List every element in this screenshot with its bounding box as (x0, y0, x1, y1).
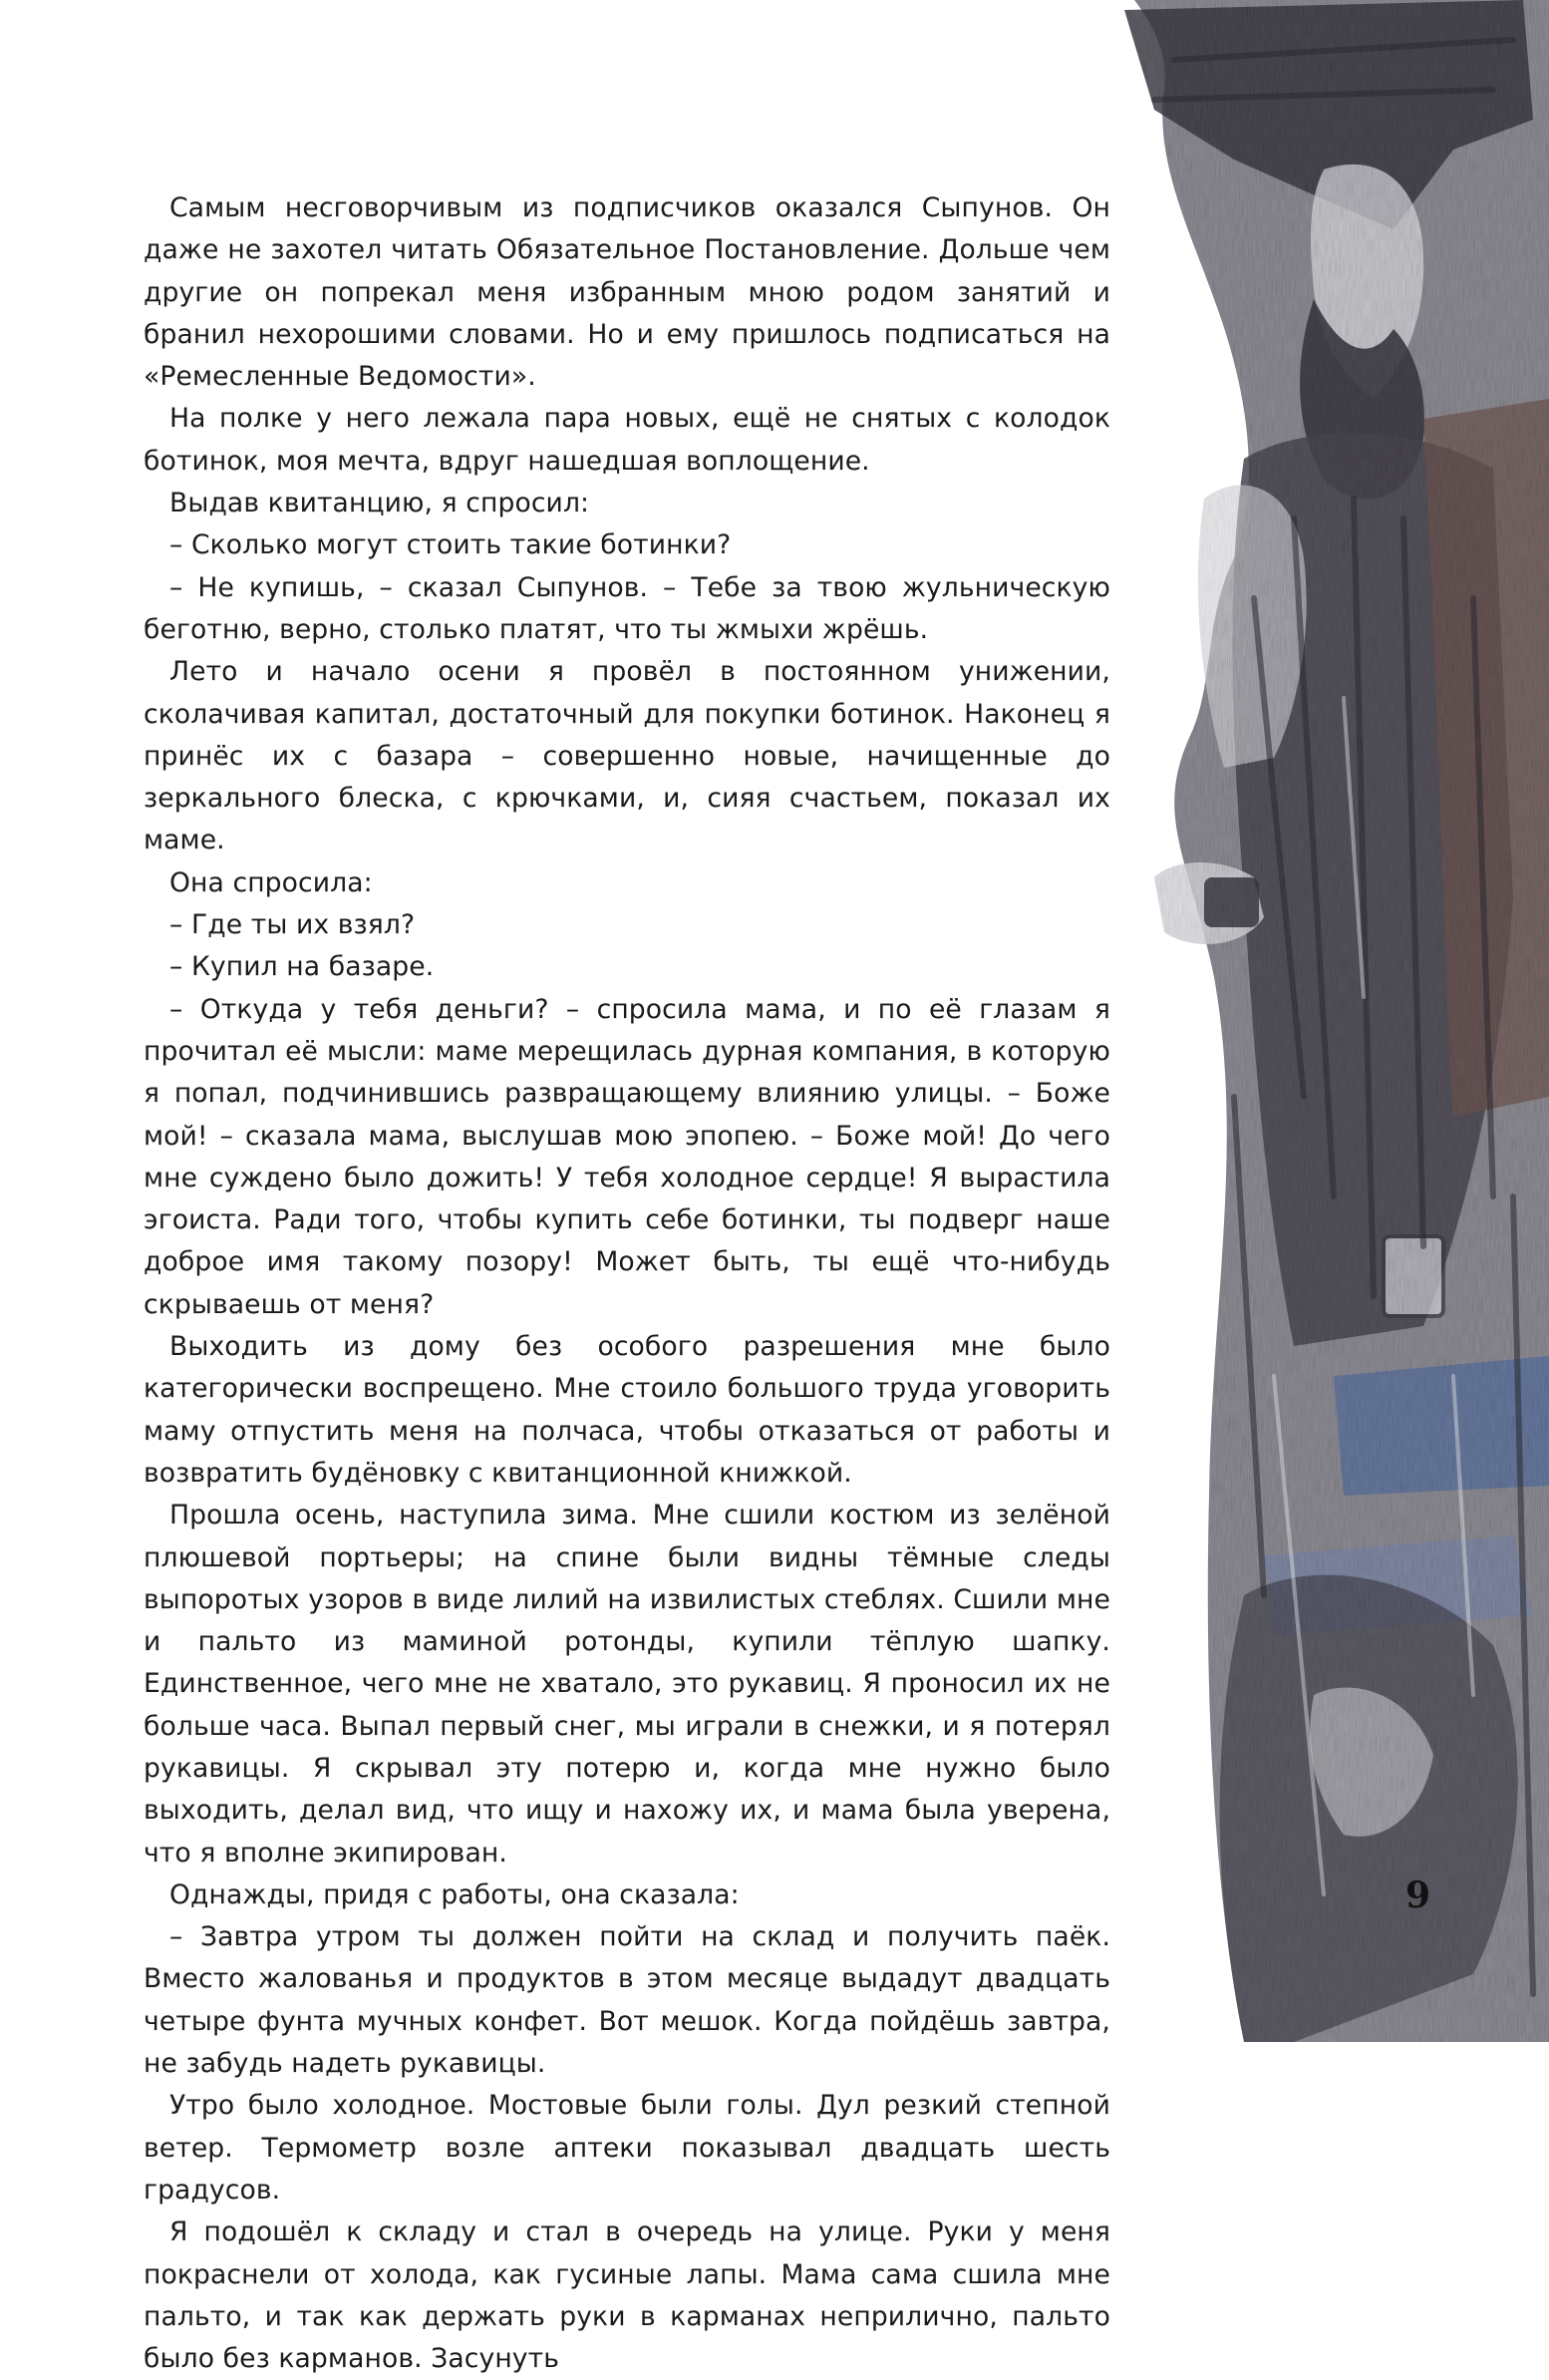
paragraph: Утро было холодное. Мостовые были голы. Дул резкий степной ветер. Термометр возле аптеки показывал двадцать шесть градусов. (144, 2090, 1110, 2206)
main-text (144, 187, 1110, 2380)
sketch-drawing (1094, 0, 1549, 2042)
paragraph: Прошла осень, наступила зима. Мне сшили костюм из зелёной плюшевой портьеры; на спине были видны тёмные следы выпоротых узоров в виде лилий на извилистых стеблях. Сшили мне и пальто из маминой ротонды, купили тёплую шапку. Единственное, чего мне не хватало, это рукавиц. Я проносил их не больше часа. Выпал первый снег, мы играли в снежки, и я потерял рукавицы. Я скрывал эту потерю и, когда мне нужно было выходить, делал вид, что ищу и нахожу их, и мама была уверена, что я вполне экипирован. (144, 1500, 1110, 1869)
paragraph: Выдав квитанцию, я спросил: (169, 488, 590, 519)
paragraph: – Не купишь, – сказал Сыпунов. – Тебе за твою жульническую беготню, верно, столько платят, что ты жмыхи жрёшь. (144, 571, 1110, 645)
paragraph: Однажды, придя с работы, она сказала: (169, 1878, 740, 1910)
sketch-cup (1204, 877, 1259, 927)
paragraph: – Откуда у тебя деньги? – спросила мама, и по её глазам я прочитал её мысли: маме мерещилась дурная компания, в которую я попал, подчинившись развращающему влиянию улицы. – Боже мой! – сказала мама, выслушав мою эпопею. – Боже мой! До чего мне суждено было дожить! У тебя холодное сердце! Я вырастила эгоиста. Ради того, чтобы купить себе ботинки, ты подверг наше доброе имя такому позору! Может быть, ты ещё что-нибудь скрываешь от меня? (144, 993, 1110, 1320)
illustration-bearded-man-sketch (1094, 0, 1549, 2042)
paragraph: Выходить из дому без особого разрешения мне было категорически воспрещено. Мне стоило большого труда уговорить маму отпустить меня на полчаса, чтобы отказаться от работы и возвратить будёновку с квитанционной книжкой. (144, 1331, 1110, 1489)
paragraph: – Где ты их взял? (169, 909, 416, 941)
paragraph: Самым несговорчивым из подписчиков оказался Сыпунов. Он даже не захотел читать Обязательное Постановление. Дольше чем другие он попрекал меня избранным мною родом занятий и бранил нехорошими словами. Но и ему пришлось подписаться на «Ремесленные Ведомости». (144, 192, 1110, 393)
paragraph: Она спросила: (169, 866, 373, 898)
paragraph: Лето и начало осени я провёл в постоянном унижении, сколачивая капитал, достаточный для покупки ботинок. Наконец я принёс их с базара – совершенно новые, начищенные до зеркального блеска, с крючками, и, сияя счастьем, показал их маме. (144, 656, 1110, 856)
paragraph: Я подошёл к складу и стал в очередь на улице. Руки у меня покраснели от холода, как гусиные лапы. Мама сама сшила мне пальто, и так как держать руки в карманах неприлично, пальто было без карманов. Засунуть (144, 2216, 1110, 2375)
page-number: 9 (1405, 1874, 1431, 1916)
sketch-glass (1384, 1236, 1443, 1316)
paragraph: – Купил на базаре. (169, 951, 435, 983)
paragraph: – Сколько могут стоить такие ботинки? (169, 529, 732, 561)
paragraph: На полке у него лежала пара новых, ещё не снятых с колодок ботинок, моя мечта, вдруг нашедшая воплощение. (144, 403, 1110, 477)
paragraph: – Завтра утром ты должен пойти на склад и получить паёк. Вместо жалованья и продуктов в этом месяце выдадут двадцать четыре фунта мучных конфет. Вот мешок. Когда пойдёшь завтра, не забудь надеть рукавицы. (144, 1921, 1110, 2080)
